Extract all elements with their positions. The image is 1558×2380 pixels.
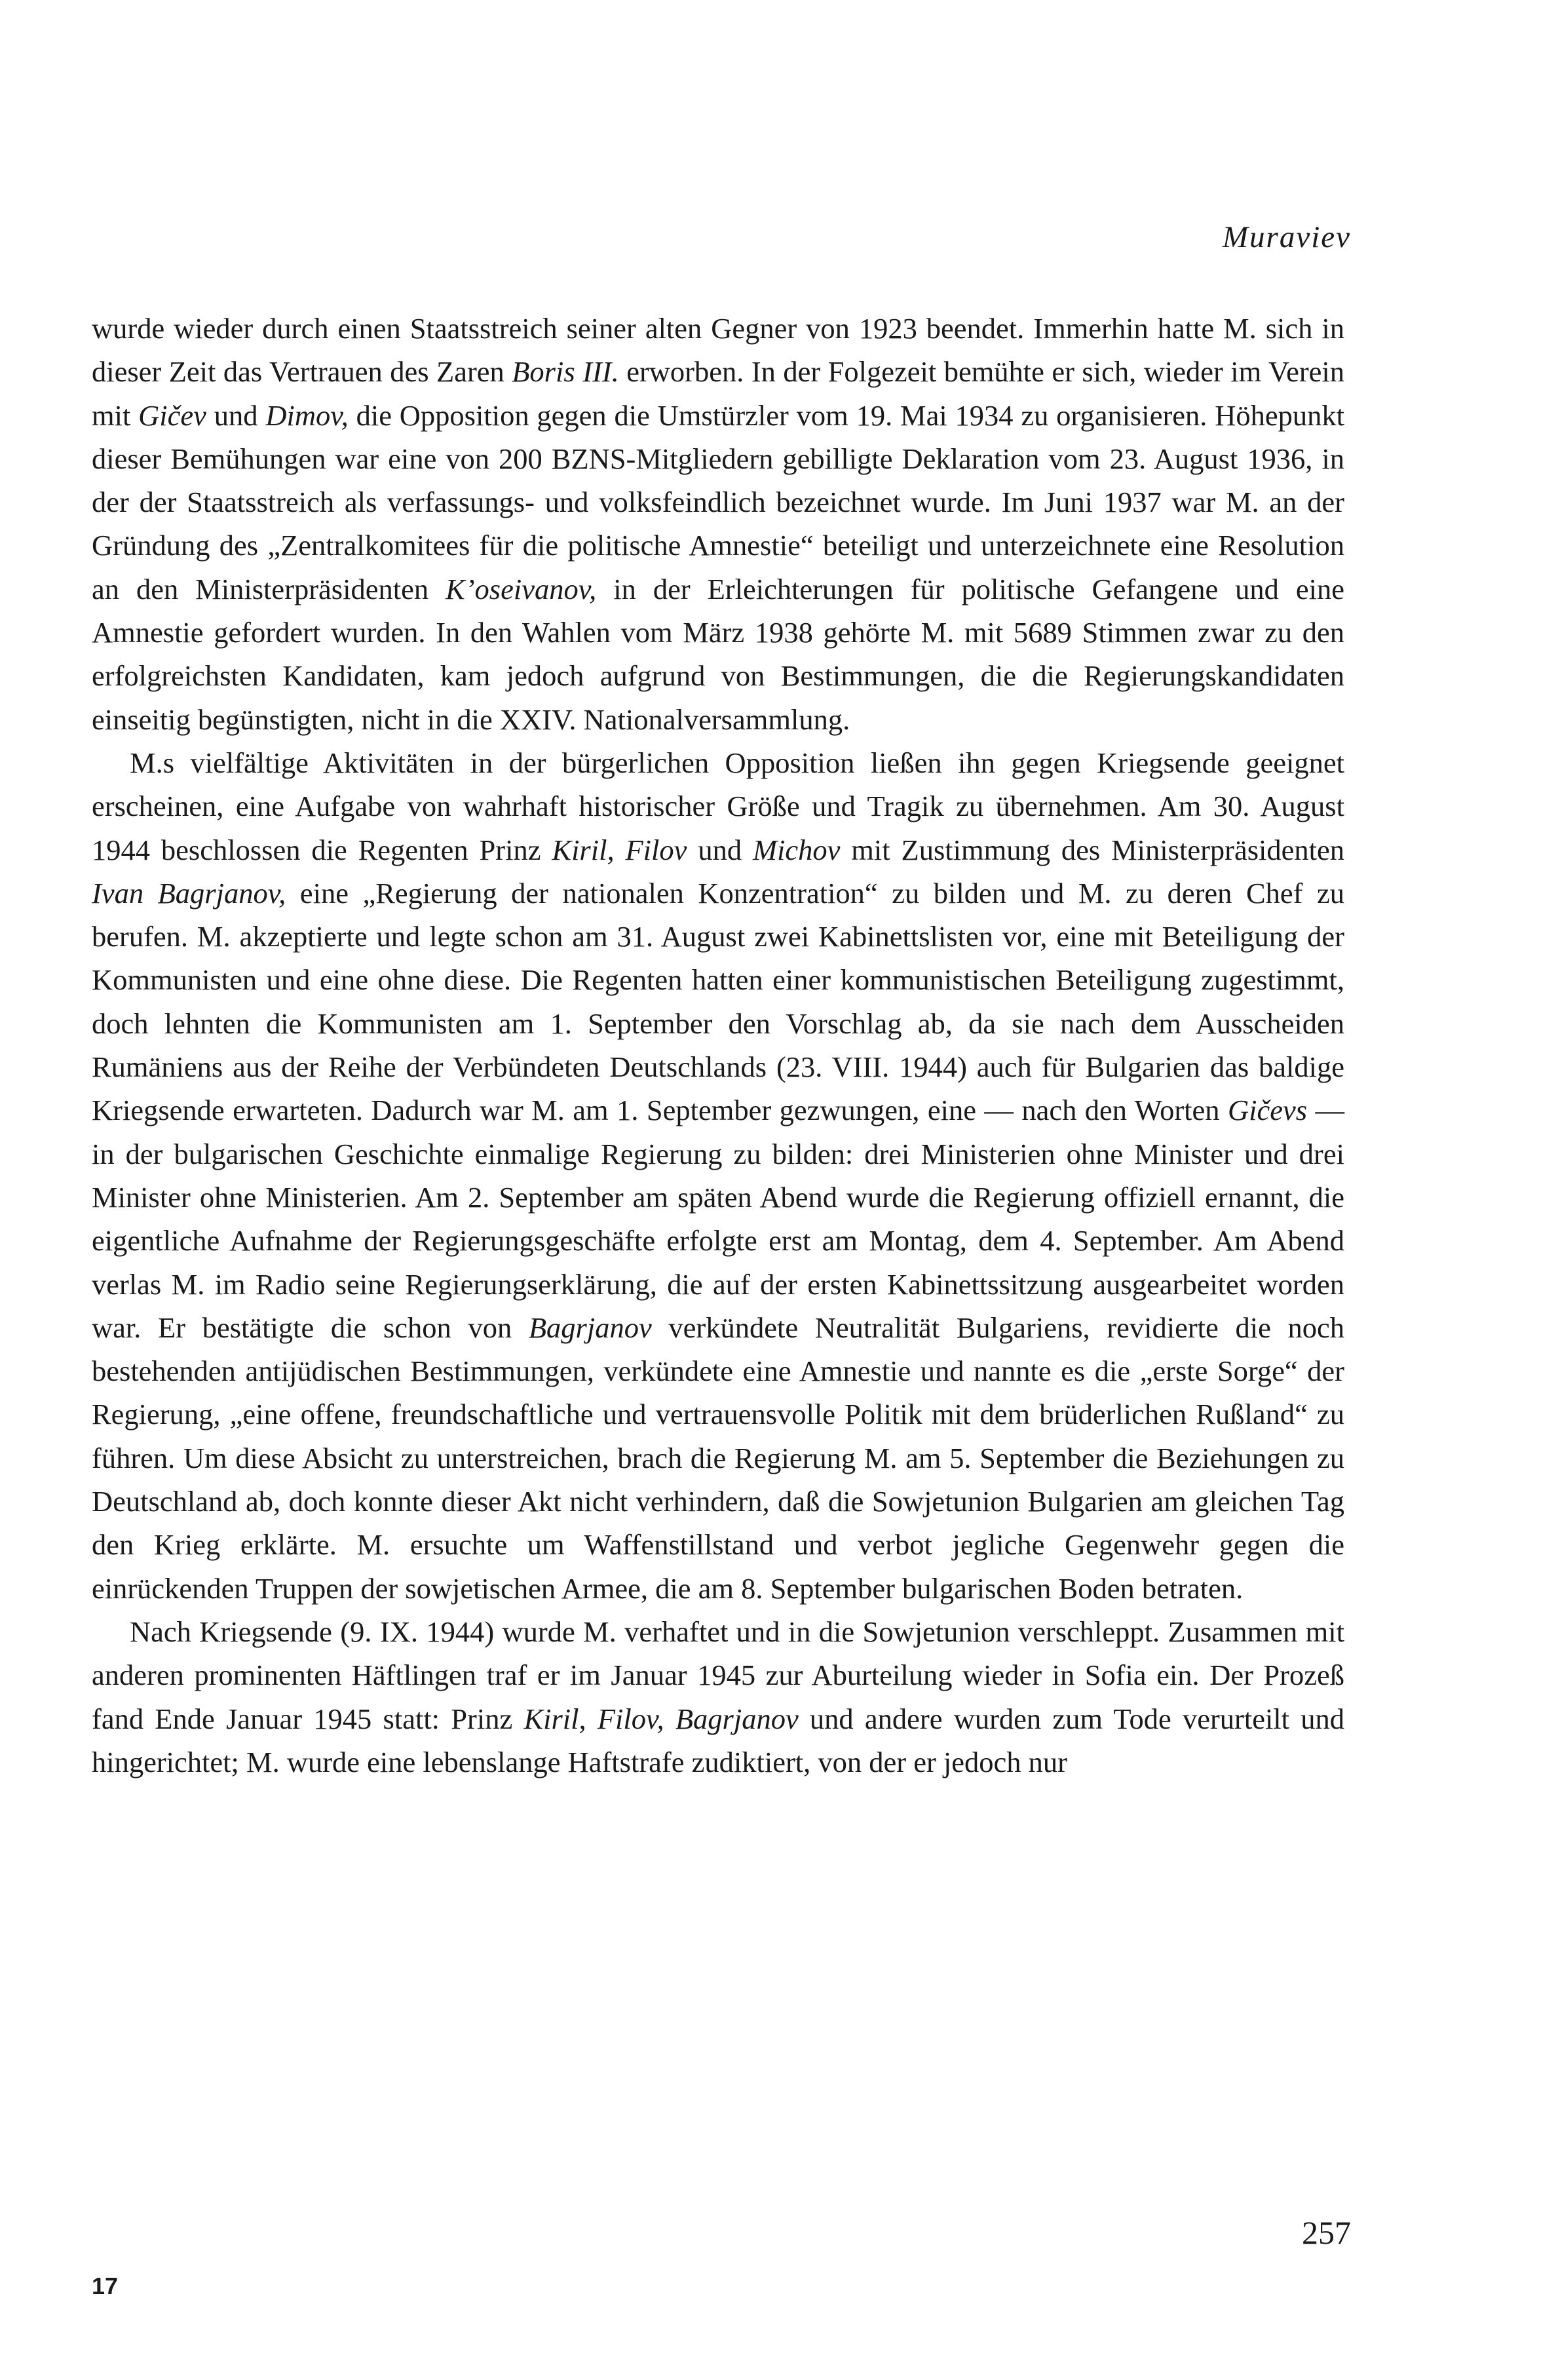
paragraph <box>92 1610 1344 1784</box>
italic-name: Kiril, Filov <box>552 833 687 866</box>
running-head-title: Muraviev <box>1222 220 1351 254</box>
italic-name: Bagrjanov <box>528 1311 652 1344</box>
paragraph <box>92 307 1344 741</box>
italic-name: Kiril, Filov, Bagrjanov <box>523 1702 799 1735</box>
text-run: — in der bulgarischen Geschichte einmalige Regierung zu bilden: drei Ministerien ohne Minister und drei Minister ohne Ministerien. Am 2. September am späten Abend wurde die Regierung offiziell ernannt, die eigentliche Aufnahme der Regierungsgeschäfte erfolgte erst am Montag, dem 4. September. Am Abend verlas M. im Radio seine Regierungserklärung, die auf der ersten Kabinettssitzung ausgearbeitet worden war. Er bestätigte die schon von <box>92 1094 1344 1344</box>
page-number: 257 <box>1302 2214 1351 2251</box>
paragraph <box>92 741 1344 1610</box>
body-text <box>92 307 1344 1784</box>
text-run: eine „Regierung der nationalen Konzentration“ zu bilden und M. zu deren Chef zu berufen. M. akzeptierte und legte schon am 31. August zwei Kabinettslisten vor, eine mit Beteiligung der Kommunisten und eine ohne diese. Die Regenten hatten einer kommunistischen Beteiligung zugestimmt, doch lehnten die Kommunisten am 1. September den Vorschlag ab, da sie nach dem Ausscheiden Rumäniens aus der Reihe der Verbündeten Deutschlands (23. VIII. 1944) auch für Bulgarien das baldige Kriegsende erwarteten. Dadurch war M. am 1. September gezwungen, eine — nach den Worten <box>92 876 1344 1127</box>
text-run: verkündete Neutralität Bulgariens, revidierte die noch bestehenden antijüdischen Bestimmungen, verkündete eine Amnestie und nannte es die „erste Sorge“ der Regierung, „eine offene, freundschaftliche und vertrauensvolle Politik mit dem brüderlichen Rußland“ zu führen. Um diese Absicht zu unterstreichen, brach die Regierung M. am 5. September die Beziehungen zu Deutschland ab, doch konnte dieser Akt nicht verhindern, daß die Sowjetunion Bulgarien am gleichen Tag den Krieg erklärte. M. ersuchte um Waffenstillstand und verbot jegliche Gegenwehr gegen die einrückenden Truppen der sowjetischen Armee, die am 8. September bulgarischen Boden betraten. <box>92 1311 1345 1605</box>
italic-name: Gičevs <box>1227 1094 1308 1127</box>
text-run: und <box>206 398 266 432</box>
italic-name: Boris III. <box>512 355 619 389</box>
italic-name: Gičev <box>138 398 206 432</box>
text-run: und andere wurden zum Tode verurteilt und hingerichtet; M. wurde eine lebenslange Haftstrafe zudiktiert, von der er jedoch nur <box>92 1702 1345 1778</box>
italic-name: Michov <box>752 833 841 866</box>
text-run: in der Erleichterungen für politische Gefangene und eine Amnestie gefordert wurden. In den Wahlen vom März 1938 gehörte M. mit 5689 Stimmen zwar zu den erfolgreichsten Kandidaten, kam jedoch aufgrund von Bestimmungen, die die Regierungskandidaten einseitig begünstigten, nicht in die XXIV. Nationalversammlung. <box>92 572 1344 736</box>
italic-name: Ivan Bagrjanov, <box>92 876 286 910</box>
italic-name: Dimov, <box>265 398 349 432</box>
text-run: erworben. In der Folgezeit bemühte er sich, wieder im Verein mit <box>92 355 1344 432</box>
text-run: und <box>687 833 753 866</box>
text-run: mit Zustimmung des Ministerpräsidenten <box>840 833 1345 866</box>
text-run: Nach Kriegsende (9. IX. 1944) wurde M. verhaftet und in die Sowjetunion verschleppt. Zusammen mit anderen prominenten Häftlingen traf er im Januar 1945 zur Aburteilung wieder in Sofia ein. Der Prozeß fand Ende Januar 1945 statt: Prinz <box>92 1615 1344 1735</box>
text-run: die Opposition gegen die Umstürzler vom 19. Mai 1934 zu organisieren. Höhepunkt dieser Bemühungen war eine von 200 BZNS-Mitgliedern gebilligte Deklaration vom 23. August 1936, in der der Staatsstreich als verfassungs- und volksfeindlich bezeichnet wurde. Im Juni 1937 war M. an der Gründung des „Zentralkomitees für die politische Amnestie“ beteiligt und unterzeichnete eine Resolution an den Ministerpräsidenten <box>92 398 1345 605</box>
italic-name: K’oseivanov, <box>446 572 597 605</box>
text-run: M.s vielfältige Aktivitäten in der bürgerlichen Opposition ließen ihn gegen Kriegsende geeignet erscheinen, eine Aufgabe von wahrhaft historischer Größe und Tragik zu übernehmen. Am 30. August 1944 beschlossen die Regenten Prinz <box>92 746 1344 866</box>
printer-signature-mark: 17 <box>92 2273 119 2299</box>
text-run: wurde wieder durch einen Staatsstreich seiner alten Gegner von 1923 beendet. Immerhin hatte M. sich in dieser Zeit das Vertrauen des Zaren <box>92 312 1344 389</box>
